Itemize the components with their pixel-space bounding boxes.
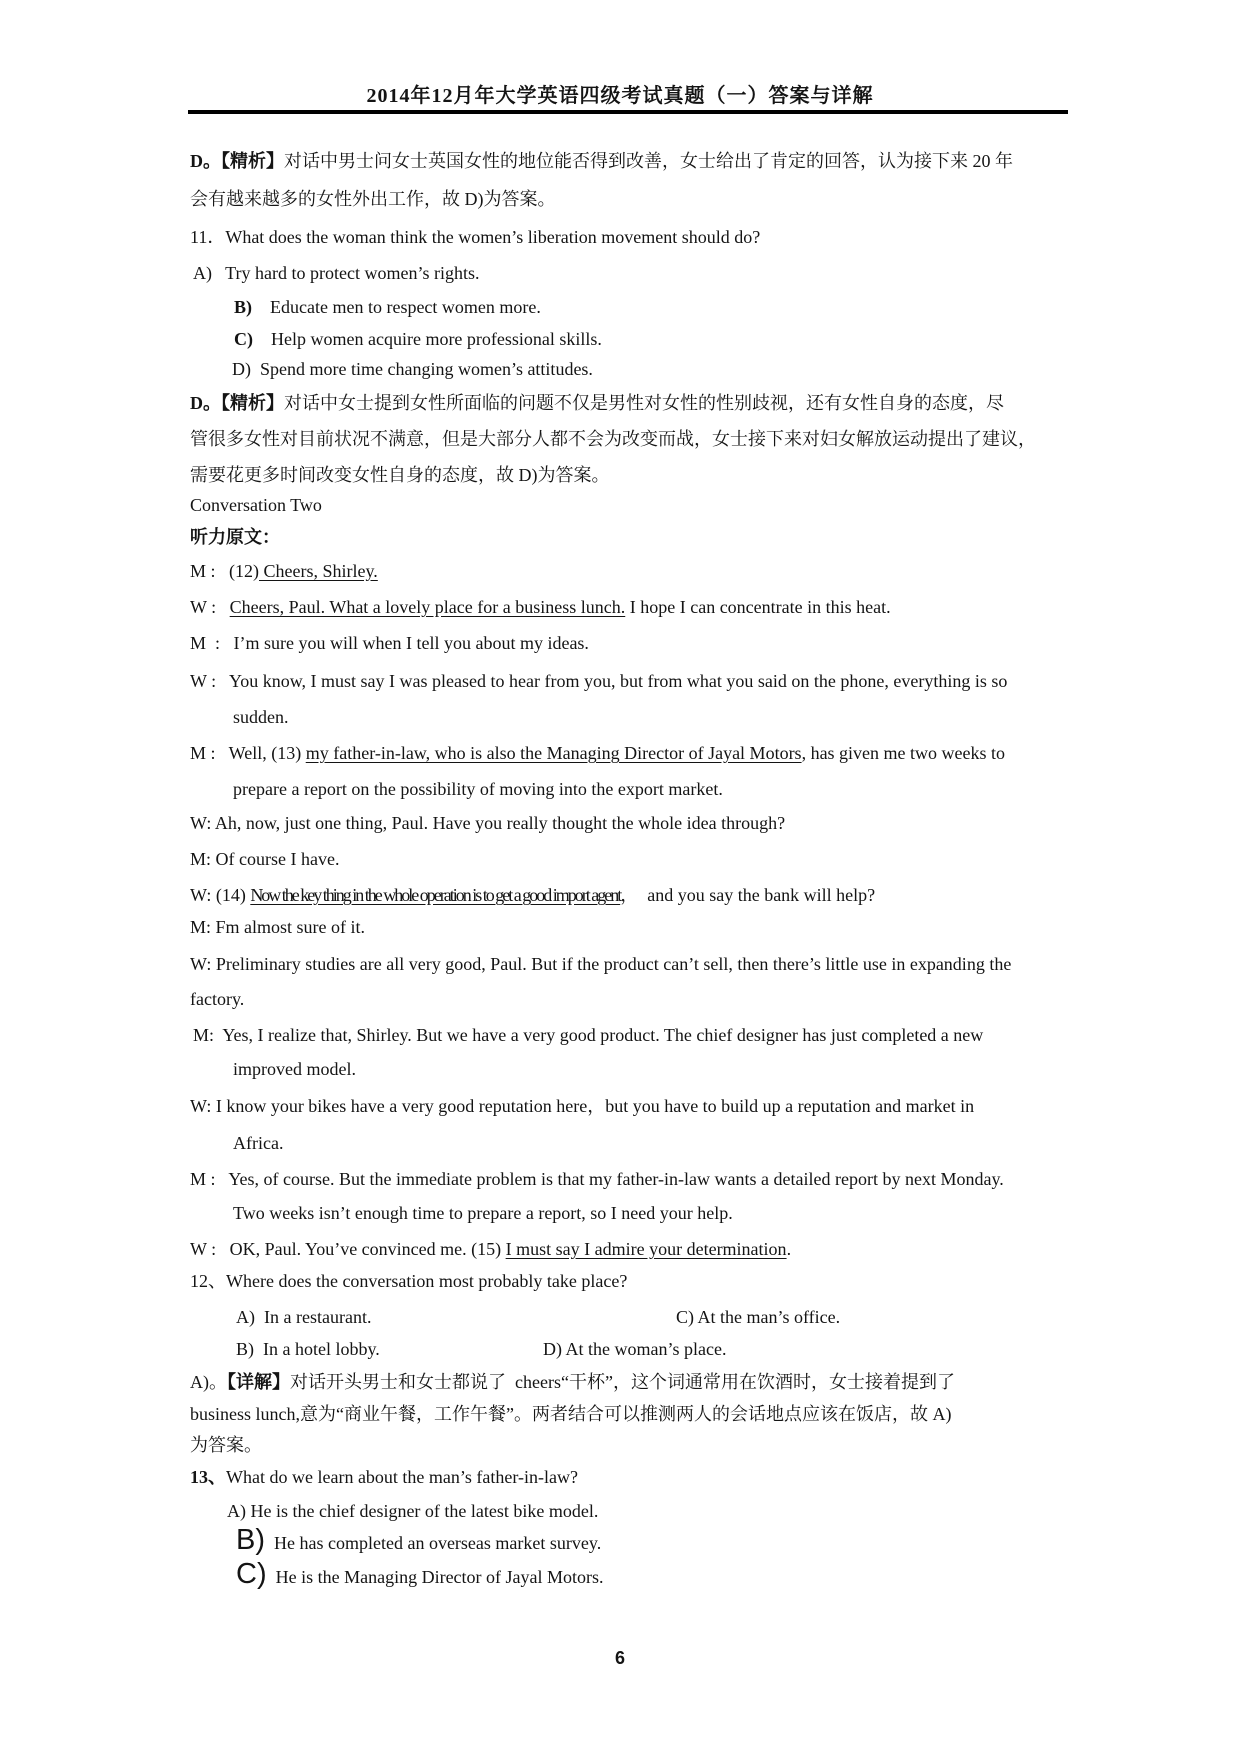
text-segment: W : You know, I must say I was pleased to hear from you, but from what you said on the phone, everything is so (190, 671, 1008, 691)
text-segment: D。【精析】 (190, 151, 284, 171)
text-segment: 【详解】 (227, 1372, 290, 1392)
document-line (676, 1306, 840, 1328)
document-line (190, 596, 891, 618)
text-segment: 为答案。 (190, 1435, 262, 1455)
text-segment: Cheers, Shirley. (259, 561, 378, 581)
document-line (190, 526, 280, 548)
document-line (190, 1403, 951, 1425)
text-segment: B) (236, 1524, 265, 1556)
text-segment: D) Spend more time changing women’s attitudes. (232, 359, 593, 379)
text-segment: What do we learn about the man’s father-in-law? (226, 1467, 578, 1487)
document-line (190, 188, 556, 210)
document-line (190, 1095, 974, 1117)
text-segment: 对话中女士提到女性所面临的问题不仅是男性对女性的性别歧视，还有女性自身的态度，尽 (284, 393, 1004, 413)
text-segment: D。【精析】 (190, 393, 284, 413)
text-segment: M : Well, (13) (190, 743, 306, 763)
document-line (190, 464, 610, 486)
text-segment: He is the Managing Director of Jayal Motors. (266, 1567, 604, 1587)
text-segment: M : Yes, of course. But the immediate problem is that my father-in-law wants a detailed report by next Monday. (190, 1169, 1004, 1189)
document-line (193, 1024, 983, 1046)
text-segment: Africa. (233, 1133, 284, 1153)
text-segment: I must say I admire your determination (505, 1239, 787, 1259)
text-segment: Cheers, Paul. What a lovely place for a business lunch. (229, 597, 626, 617)
title-divider (188, 110, 1068, 114)
page-title: 2014年12月年大学英语四级考试真题（一）答案与详解 (366, 85, 874, 107)
document-line (190, 1466, 578, 1488)
text-segment: factory. (190, 989, 245, 1009)
document-line (190, 560, 378, 582)
text-segment: M: Of course I have. (190, 849, 340, 869)
document-line (190, 1238, 791, 1260)
text-segment: M: Yes, I realize that, Shirley. But we have a very good product. The chief designer has just completed a new (193, 1025, 984, 1045)
document-line (233, 1132, 283, 1154)
text-segment: M : (12) (190, 561, 259, 581)
text-segment: He has completed an overseas market survey. (265, 1533, 602, 1553)
text-segment: A) Try hard to protect women’s rights. (193, 263, 480, 283)
text-segment: A) In a restaurant. (236, 1307, 372, 1327)
text-segment: W: Preliminary studies are all very good, Paul. But if the product can’t sell, then there’s little use in expanding the (190, 954, 1012, 974)
document-line (190, 1270, 627, 1292)
document-line (233, 1202, 733, 1224)
text-segment: A) He is the chief designer of the latest bike model. (227, 1501, 599, 1521)
document-line (543, 1338, 726, 1360)
text-segment: business lunch,意为“商业午餐，工作午餐”。两者结合可以推测两人的会话地点应该在饭店，故 A) (190, 1404, 952, 1424)
document-line (236, 1306, 371, 1328)
document-line (190, 953, 1011, 975)
document-line (190, 1371, 955, 1393)
document-line (233, 778, 723, 800)
text-segment: improved model. (233, 1059, 356, 1079)
document-line (190, 848, 339, 870)
text-segment: ， and you say the bank will help? (620, 885, 876, 905)
document-line (190, 988, 244, 1010)
text-segment: D) At the woman’s place. (543, 1339, 727, 1359)
document-line (232, 358, 593, 380)
text-segment: W : (190, 597, 230, 617)
text-segment: C) (234, 329, 253, 349)
text-segment: 对话开头男士和女士都说了 cheers“干杯”，这个词通常用在饮酒时，女士接着提到了 (290, 1372, 955, 1392)
text-segment: . (786, 1239, 792, 1259)
page-number: 6 (614, 1648, 625, 1668)
document-line (190, 1434, 262, 1456)
text-segment: 11．What does the woman think the women’s liberation movement should do? (190, 227, 761, 247)
text-segment: B) (234, 297, 252, 317)
document-line (193, 262, 479, 284)
text-segment: B) In a hotel lobby. (236, 1339, 380, 1359)
document-line (190, 670, 1007, 692)
document-line (190, 916, 365, 938)
text-segment: I hope I can concentrate in this heat. (625, 597, 891, 617)
document-line (190, 1168, 1004, 1190)
text-segment: Two weeks isn’t enough time to prepare a report, so I need your help. (233, 1203, 733, 1223)
document-line (233, 1058, 356, 1080)
text-segment: Now the key thing in the whole operation is to get a good import agent (250, 885, 621, 905)
text-segment: C) (236, 1558, 267, 1590)
document-line (190, 494, 322, 516)
document-line (190, 632, 589, 654)
document-line (190, 742, 1005, 764)
text-segment: W: I know your bikes have a very good reputation here，but you have to build up a reputation and market in (190, 1096, 975, 1116)
text-segment: 管很多女性对目前状况不满意，但是大部分人都不会为改变而战，女士接下来对妇女解放运动提出了建议， (190, 429, 1036, 449)
text-segment: 会有越来越多的女性外出工作，故 D)为答案。 (190, 189, 556, 209)
text-segment: Conversation Two (190, 495, 322, 515)
document-line (190, 392, 1004, 414)
text-segment: M : I’m sure you will when I tell you about my ideas. (190, 633, 589, 653)
text-segment: 12、Where does the conversation most probably take place? (190, 1271, 628, 1291)
text-segment: 听力原文： (190, 527, 280, 547)
text-segment: Help women acquire more professional skills. (253, 329, 602, 349)
text-segment: 13、 (190, 1467, 226, 1487)
text-segment: W: Ah, now, just one thing, Paul. Have you really thought the whole idea through? (190, 813, 786, 833)
document-line (190, 428, 1036, 450)
text-segment: sudden. (233, 707, 289, 727)
text-segment: prepare a report on the possibility of moving into the export market. (233, 779, 723, 799)
document-line (190, 812, 785, 834)
document-line (190, 884, 875, 906)
text-segment: 需要花更多时间改变女性自身的态度，故 D)为答案。 (190, 465, 610, 485)
text-segment: M: Fm almost sure of it. (190, 917, 365, 937)
document-line (233, 706, 289, 728)
text-segment: my father-in-law, who is also the Managing Director of Jayal Motors (305, 743, 802, 763)
document-line (234, 296, 541, 318)
text-segment: W : OK, Paul. You’ve convinced me. (15) (190, 1239, 506, 1259)
document-line (236, 1526, 601, 1555)
document-line (190, 226, 760, 248)
document-line (236, 1560, 604, 1589)
document-line (227, 1500, 598, 1522)
text-segment: , has given me two weeks to (801, 743, 1006, 763)
document-line (236, 1338, 380, 1360)
text-segment: C) At the man’s office. (676, 1307, 841, 1327)
text-segment: W: (14) (190, 885, 251, 905)
document-line (234, 328, 602, 350)
text-segment: A)。 (190, 1372, 227, 1392)
text-segment: 对话中男士问女士英国女性的地位能否得到改善，女士给出了肯定的回答，认为接下来 20 年 (284, 151, 1013, 171)
text-segment: Educate men to respect women more. (252, 297, 541, 317)
document-line (190, 150, 1013, 172)
